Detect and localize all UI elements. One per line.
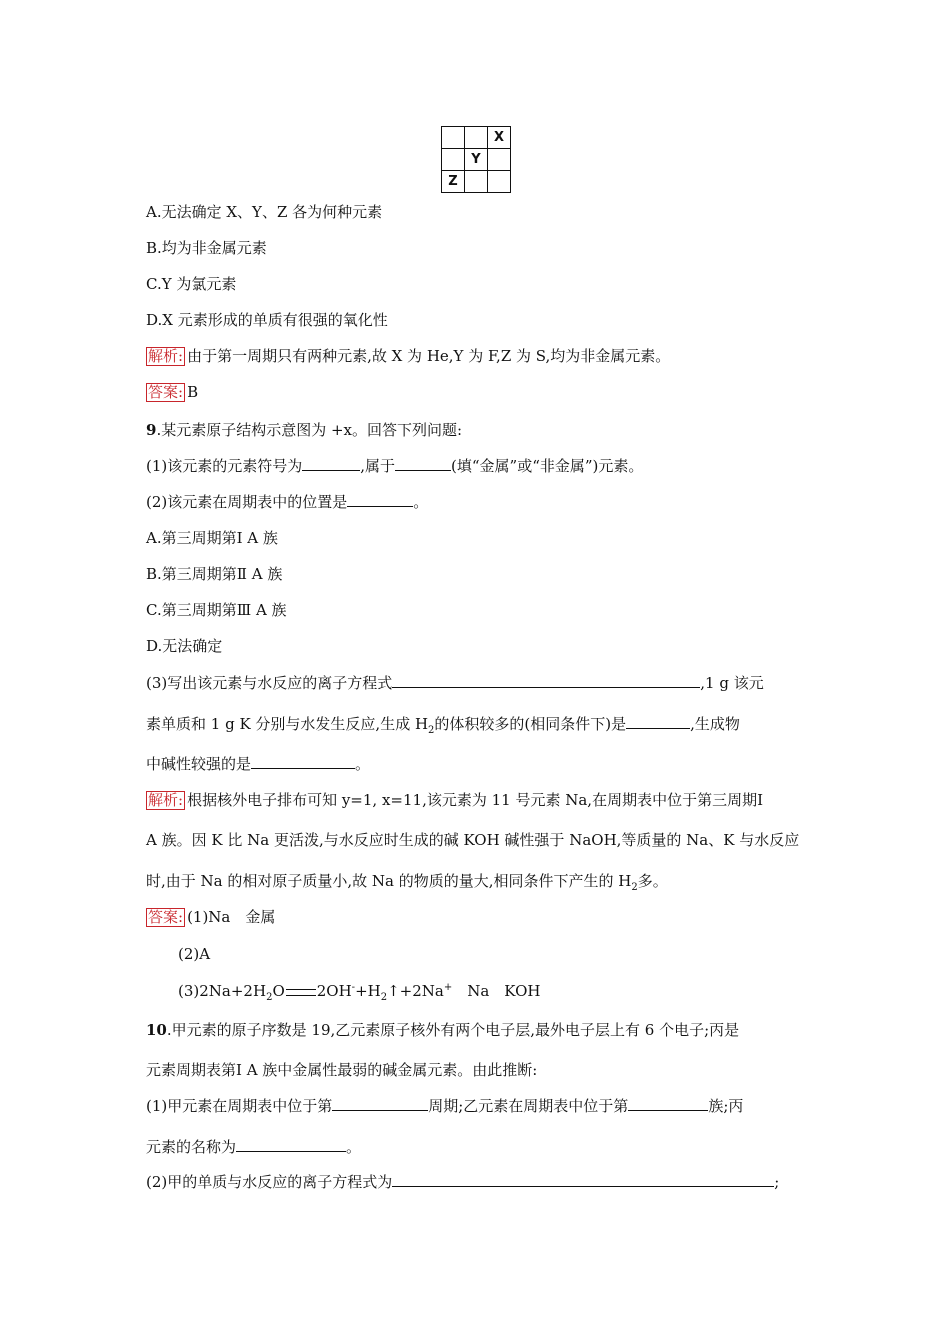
text: 素单质和 1 g K 分别与水发生反应,生成 H bbox=[146, 715, 429, 733]
text: ↑+2Na bbox=[387, 982, 444, 1000]
text: Na KOH bbox=[452, 982, 541, 1000]
grid-cell bbox=[465, 171, 488, 193]
text: ,1 g 该元 bbox=[700, 674, 764, 692]
text: (3)写出该元素与水反应的离子方程式 bbox=[146, 674, 393, 692]
answer-blank[interactable] bbox=[347, 492, 413, 507]
q10-part2 bbox=[146, 1172, 779, 1192]
grid-row bbox=[442, 149, 511, 171]
q9-analysis-line3 bbox=[146, 871, 668, 891]
text: 周期;乙元素在周期表中位于第 bbox=[428, 1097, 629, 1115]
answer-blank[interactable] bbox=[302, 456, 360, 471]
answer-tag: 答案: bbox=[148, 383, 184, 401]
answer-blank[interactable] bbox=[251, 754, 355, 769]
answer-blank[interactable] bbox=[628, 1096, 708, 1111]
grid-cell bbox=[442, 127, 465, 149]
text: 。 bbox=[346, 1138, 362, 1156]
text: 元素的名称为 bbox=[146, 1138, 237, 1156]
q8-answer bbox=[146, 382, 198, 402]
text: (2)该元素在周期表中的位置是 bbox=[146, 493, 348, 511]
question-number: 9 bbox=[146, 421, 157, 439]
text: (填“金属”或“非金属”)元素。 bbox=[451, 457, 644, 475]
stem-text: .某元素原子结构示意图为 +x。回答下列问题: bbox=[156, 421, 463, 439]
q9-analysis-line2: A 族。因 K 比 Na 更活泼,与水反应时生成的碱 KOH 碱性强于 NaOH,等质量的 Na、K 与水反应 bbox=[146, 831, 800, 849]
answer-blank[interactable] bbox=[392, 1172, 774, 1187]
subscript: 2 bbox=[631, 882, 638, 893]
q9-stem bbox=[146, 420, 462, 440]
grid-cell bbox=[488, 171, 511, 193]
q9-part3-line3 bbox=[146, 754, 370, 774]
q9-analysis-line1 bbox=[146, 790, 763, 810]
analysis-text: 根据核外电子排布可知 y=1, x=11,该元素为 11 号元素 Na,在周期表中位于第三周期Ⅰ bbox=[187, 791, 763, 809]
text: ,属于 bbox=[360, 457, 396, 475]
answer-blank[interactable] bbox=[395, 456, 451, 471]
q9-part3-line1 bbox=[146, 673, 764, 693]
text: 。 bbox=[413, 493, 429, 511]
answer-tag: 答案: bbox=[148, 908, 184, 926]
q9-option-d: D.无法确定 bbox=[146, 637, 223, 655]
text: 2OH bbox=[316, 982, 352, 1000]
q8-analysis bbox=[146, 346, 670, 366]
q10-part1-line2 bbox=[146, 1137, 361, 1157]
text: ,生成物 bbox=[690, 715, 740, 733]
answer-blank[interactable] bbox=[392, 673, 700, 688]
grid-cell: Z bbox=[442, 171, 465, 193]
text: O bbox=[272, 982, 285, 1000]
grid-cell bbox=[488, 149, 511, 171]
analysis-text: 由于第一周期只有两种元素,故 X 为 He,Y 为 F,Z 为 S,均为非金属元素。 bbox=[187, 347, 671, 365]
q8-option-b: B.均为非金属元素 bbox=[146, 239, 267, 257]
text: 中碱性较强的是 bbox=[146, 755, 252, 773]
grid-row bbox=[442, 171, 511, 193]
text: 族;丙 bbox=[708, 1097, 744, 1115]
grid-cell: X bbox=[488, 127, 511, 149]
q10-stem-line1 bbox=[146, 1020, 739, 1040]
grid-cell bbox=[465, 127, 488, 149]
q9-answer-line1 bbox=[146, 907, 275, 927]
question-number: 10 bbox=[146, 1021, 167, 1039]
text: 时,由于 Na 的相对原子质量小,故 Na 的物质的量大,相同条件下产生的 H bbox=[146, 872, 632, 890]
periodic-table-fragment bbox=[441, 126, 511, 193]
q9-part2 bbox=[146, 492, 428, 512]
q10-part1-line1 bbox=[146, 1096, 743, 1116]
superscript: + bbox=[443, 982, 453, 993]
grid-row bbox=[442, 127, 511, 149]
text: +H bbox=[355, 982, 381, 1000]
text: (2)甲的单质与水反应的离子方程式为 bbox=[146, 1173, 393, 1191]
answer-text: B bbox=[187, 383, 199, 401]
answer-blank[interactable] bbox=[626, 714, 690, 729]
grid-cell: Y bbox=[465, 149, 488, 171]
text: ; bbox=[774, 1173, 780, 1191]
text: 的体积较多的(相同条件下)是 bbox=[434, 715, 627, 733]
text: (1)甲元素在周期表中位于第 bbox=[146, 1097, 333, 1115]
superscript: - bbox=[351, 982, 356, 993]
q9-answer-line3 bbox=[178, 981, 540, 1001]
q8-option-d: D.X 元素形成的单质有很强的氧化性 bbox=[146, 311, 388, 329]
q9-option-b: B.第三周期第Ⅱ A 族 bbox=[146, 565, 283, 583]
q8-option-a: A.无法确定 X、Y、Z 各为何种元素 bbox=[146, 203, 383, 221]
answer-blank[interactable] bbox=[332, 1096, 428, 1111]
q9-option-c: C.第三周期第Ⅲ A 族 bbox=[146, 601, 287, 619]
stem-text: .甲元素的原子序数是 19,乙元素原子核外有两个电子层,最外电子层上有 6 个电子;丙是 bbox=[166, 1021, 740, 1039]
q10-stem-line2: 元素周期表第Ⅰ A 族中金属性最弱的碱金属元素。由此推断: bbox=[146, 1061, 538, 1079]
q9-answer-line2: (2)A bbox=[178, 945, 211, 963]
analysis-tag: 解析: bbox=[148, 791, 184, 809]
analysis-tag: 解析: bbox=[148, 347, 184, 365]
text: (3)2Na+2H bbox=[178, 982, 267, 1000]
text: 多。 bbox=[637, 872, 668, 890]
answer-blank[interactable] bbox=[236, 1137, 346, 1152]
answer-text: (1)Na 金属 bbox=[187, 908, 276, 926]
grid-cell bbox=[442, 149, 465, 171]
subscript: 2 bbox=[266, 992, 273, 1003]
text: 。 bbox=[355, 755, 371, 773]
text: (1)该元素的元素符号为 bbox=[146, 457, 303, 475]
subscript: 2 bbox=[428, 725, 435, 736]
equals-sign-icon bbox=[286, 989, 316, 996]
q9-part1 bbox=[146, 456, 643, 476]
q9-part3-line2 bbox=[146, 714, 740, 734]
subscript: 2 bbox=[380, 992, 388, 1003]
q8-option-c: C.Y 为氯元素 bbox=[146, 275, 237, 293]
q9-option-a: A.第三周期第Ⅰ A 族 bbox=[146, 529, 278, 547]
